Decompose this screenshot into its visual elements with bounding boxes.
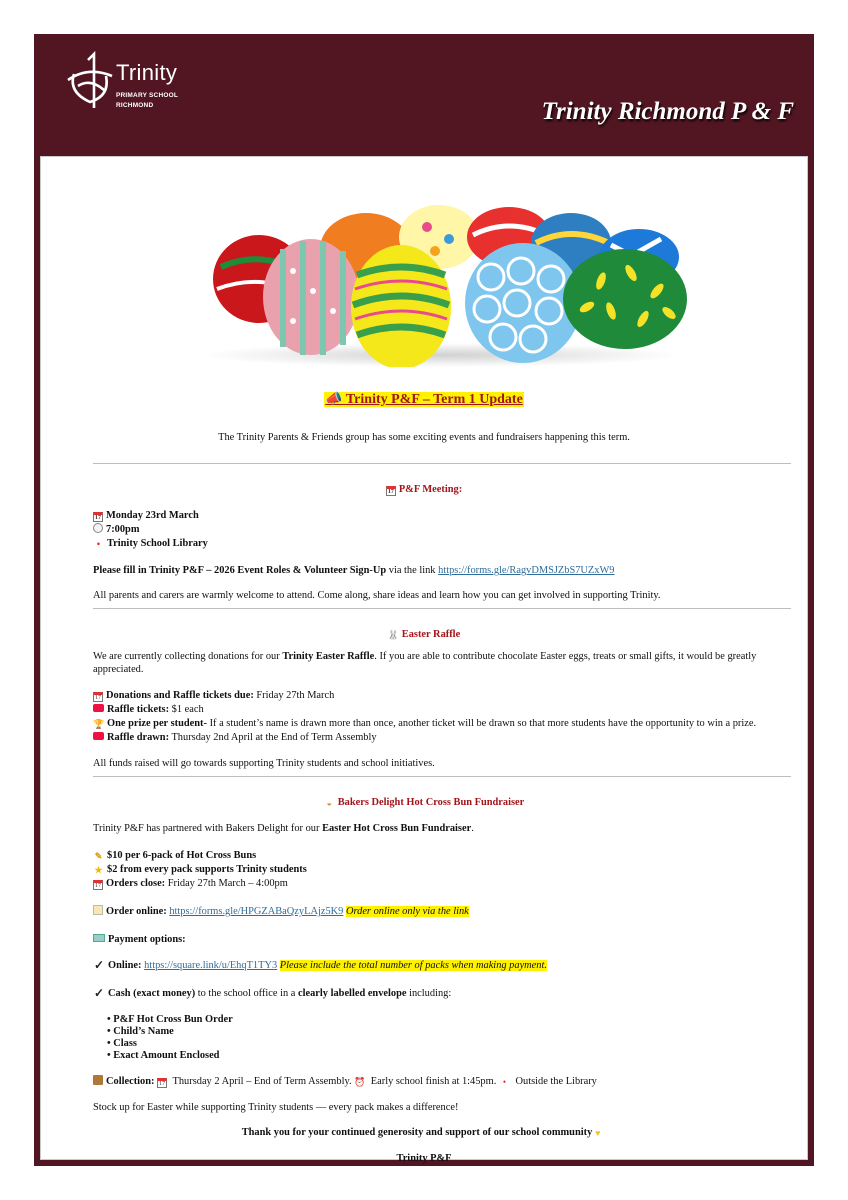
- logo-subtitle-suburb: RICHMOND: [116, 102, 154, 109]
- buns-heading: [41, 796, 807, 809]
- envelope-bullet: • Child’s Name: [107, 1026, 174, 1037]
- credit-card-icon: [93, 934, 105, 942]
- buns-price: [93, 849, 256, 862]
- main-title: [41, 391, 807, 408]
- buns-heading-text: Bakers Delight Hot Cross Bun Fundraiser: [337, 797, 525, 808]
- clock-icon: [93, 523, 103, 533]
- pin-icon: •: [96, 539, 101, 549]
- buns-cash-c: clearly labelled envelope: [297, 988, 407, 999]
- calendar-icon: 17: [93, 512, 103, 522]
- buns-order-note: Order online only via the link: [345, 906, 469, 917]
- buns-support-text: $2 from every pack supports Trinity students: [107, 864, 307, 875]
- raffle-prize-value: If a student’s name is drawn more than once, another ticket will be drawn so that more students have the opportunity to win a prize.: [206, 718, 757, 729]
- logo-subtitle-school: PRIMARY SCHOOL: [116, 92, 179, 99]
- buns-order-label: Order online:: [106, 906, 167, 917]
- raffle-drawn-value: Thursday 2nd April at the End of Term Assembly: [169, 732, 377, 743]
- buns-online-link[interactable]: https://square.link/u/EhqT1TY3: [144, 960, 278, 971]
- buns-intro-c: .: [471, 823, 474, 834]
- signup-link[interactable]: https://forms.gle/RagvDMSJZbS7UZxW9: [438, 565, 615, 576]
- meeting-place: [93, 537, 208, 550]
- buns-collection-b: Early school finish at 1:45pm.: [368, 1076, 499, 1087]
- divider: [93, 776, 791, 777]
- meeting-place-text: Trinity School Library: [107, 538, 208, 549]
- raffle-heading-text: Easter Raffle: [401, 629, 461, 640]
- signup-text: via the link: [386, 565, 439, 576]
- buns-online: [93, 959, 547, 972]
- calendar-icon: 17: [93, 880, 103, 890]
- raffle-funds: All funds raised will go towards supporting Trinity students and school initiatives.: [93, 758, 435, 769]
- raffle-intro-c: . If you are able to contribute chocolate Easter eggs, treats or small gifts, it would be greatly: [374, 651, 757, 662]
- divider: [93, 463, 791, 464]
- calendar-icon: 17: [386, 486, 396, 496]
- raffle-tickets-value: $1 each: [169, 704, 204, 715]
- buns-payment-label: Payment options:: [108, 934, 186, 945]
- buns-intro-a: Trinity P&F has partnered with Bakers Delight for our: [93, 823, 323, 834]
- meeting-time-text: 7:00pm: [106, 524, 140, 535]
- buns-collection-a: Thursday 2 April – End of Term Assembly.: [170, 1076, 355, 1087]
- buns-order: [93, 905, 469, 918]
- buns-payment: [93, 933, 186, 946]
- buns-collection: [93, 1075, 597, 1088]
- checkmark-icon: ✓: [93, 986, 105, 1000]
- newsletter-body: [40, 156, 808, 1164]
- header-banner: [34, 34, 814, 154]
- buns-cash-d: including:: [406, 988, 452, 999]
- signoff: Trinity P&F: [396, 1153, 452, 1164]
- calendar-icon: 17: [157, 1078, 167, 1088]
- raffle-intro-line2: appreciated.: [93, 664, 144, 675]
- bun-icon: ◒: [326, 798, 332, 808]
- raffle-prize: [93, 717, 756, 730]
- meeting-time: [93, 523, 139, 536]
- meeting-heading-text: P&F Meeting:: [398, 484, 463, 495]
- buns-order-link[interactable]: https://forms.gle/HPGZABaQzyLAjz5K9: [169, 906, 344, 917]
- package-icon: [93, 1075, 103, 1085]
- raffle-prize-label: One prize per student-: [107, 718, 207, 729]
- buns-close: [93, 877, 288, 890]
- ticket-icon: [93, 732, 104, 740]
- raffle-due: [93, 689, 334, 702]
- raffle-intro-line1: [93, 650, 756, 663]
- raffle-due-value: Friday 27th March: [253, 690, 335, 701]
- meeting-heading: [41, 483, 807, 496]
- meeting-date: [93, 509, 199, 522]
- alarm-clock-icon: ⏰: [354, 1077, 366, 1087]
- envelope-bullet: • Exact Amount Enclosed: [107, 1050, 220, 1061]
- ticket-icon: [93, 704, 104, 712]
- buns-online-note: Please include the total number of packs when making payment.: [279, 960, 547, 971]
- buns-collection-label: Collection:: [106, 1076, 155, 1087]
- raffle-intro-a: We are currently collecting donations for our: [93, 651, 283, 662]
- envelope-bullet: • P&F Hot Cross Bun Order: [107, 1014, 233, 1025]
- buns-intro: [93, 822, 474, 835]
- heart-icon: ♥: [595, 1128, 601, 1138]
- rabbit-icon: 🐰: [387, 630, 400, 640]
- pin-icon: •: [502, 1077, 506, 1087]
- raffle-drawn: [93, 731, 377, 744]
- header-title: Trinity Richmond P & F: [541, 98, 794, 125]
- divider: [93, 608, 791, 609]
- pencil-icon: ✎: [94, 851, 103, 861]
- memo-icon: [93, 905, 103, 915]
- buns-cash: [93, 987, 451, 1000]
- megaphone-icon: 📣: [325, 392, 343, 407]
- checkmark-icon: ✓: [93, 958, 105, 972]
- raffle-due-label: Donations and Raffle tickets due:: [106, 690, 254, 701]
- logo-wordmark: Trinity: [116, 60, 178, 85]
- raffle-intro-b: Trinity Easter Raffle: [282, 651, 375, 662]
- envelope-bullet: • Class: [107, 1038, 137, 1049]
- buns-stock-up: Stock up for Easter while supporting Trinity students — every pack makes a difference!: [93, 1102, 459, 1113]
- main-title-text: Trinity P&F – Term 1 Update: [345, 392, 523, 407]
- star-icon: ★: [94, 865, 103, 875]
- raffle-heading: [41, 628, 807, 641]
- buns-price-text: $10 per 6-pack of Hot Cross Buns: [107, 850, 257, 861]
- buns-close-value: Friday 27th March – 4:00pm: [165, 878, 288, 889]
- buns-intro-b: Easter Hot Cross Bun Fundraiser: [322, 823, 472, 834]
- signup-bold: Please fill in Trinity P&F – 2026 Event Roles & Volunteer Sign-Up: [93, 565, 387, 576]
- trophy-icon: 🏆: [93, 719, 105, 729]
- thanks-line: [41, 1126, 807, 1139]
- meeting-signup: [93, 564, 614, 577]
- meeting-date-text: Monday 23rd March: [106, 510, 199, 521]
- raffle-drawn-label: Raffle drawn:: [107, 732, 170, 743]
- raffle-tickets-label: Raffle tickets:: [107, 704, 170, 715]
- meeting-welcome: All parents and carers are warmly welcome to attend. Come along, share ideas and learn how you can get involved in supporting Trinity.: [93, 590, 661, 601]
- calendar-icon: 17: [93, 692, 103, 702]
- buns-close-label: Orders close:: [106, 878, 166, 889]
- buns-online-label: Online:: [108, 960, 142, 971]
- page-frame: [34, 34, 814, 1166]
- buns-collection-c: Outside the Library: [512, 1076, 597, 1087]
- intro-text: The Trinity Parents & Friends group has some exciting events and fundraisers happening this term.: [218, 432, 630, 443]
- thanks-text: Thank you for your continued generosity and support of our school community: [241, 1127, 593, 1138]
- buns-cash-a: Cash (exact money): [108, 988, 196, 999]
- buns-support: [93, 863, 307, 876]
- raffle-tickets: [93, 703, 204, 716]
- easter-eggs-image: [191, 187, 691, 367]
- buns-cash-b: to the school office in a: [195, 988, 298, 999]
